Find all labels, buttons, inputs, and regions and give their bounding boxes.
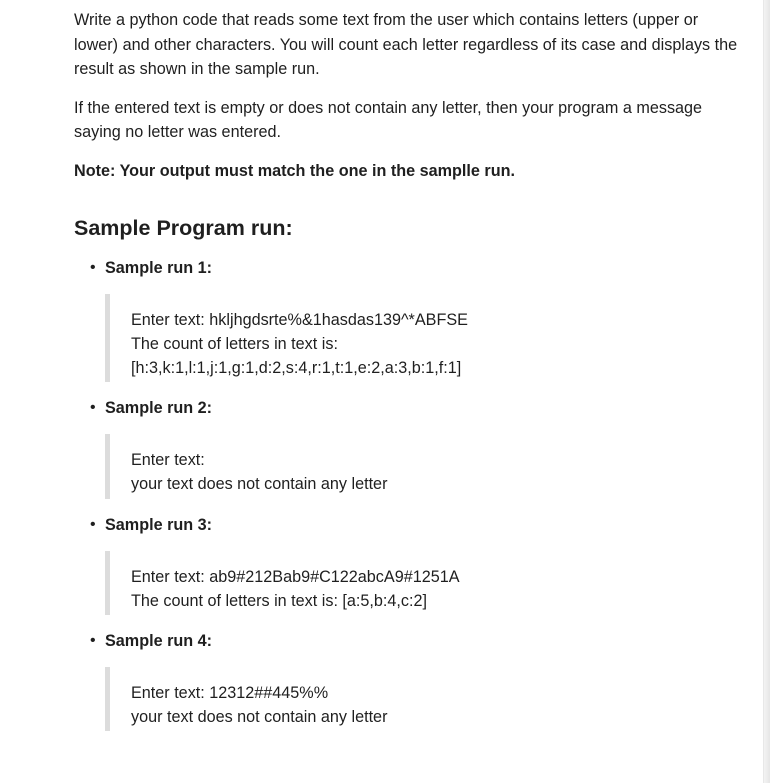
sample-run-title: Sample run 4:	[105, 631, 213, 650]
output-line: Enter text: hkljhgdsrte%&1hasdas139^*ABFSE	[131, 310, 468, 329]
sample-run-item	[74, 629, 744, 653]
output-line: The count of letters in text is:	[131, 334, 338, 353]
sample-run-item	[74, 513, 744, 537]
sample-run-item	[74, 396, 744, 420]
intro-paragraph-2: If the entered text is empty or does not contain any letter, then your program a message saying no letter was entered.	[74, 98, 703, 141]
sample-run-list	[74, 256, 744, 732]
output-line: Enter text:	[131, 451, 205, 470]
sample-run-title: Sample run 2:	[105, 399, 213, 418]
bullet-icon: •	[90, 399, 96, 417]
output-line: your text does not contain any letter	[131, 475, 388, 494]
output-line: your text does not contain any letter	[131, 708, 388, 727]
sample-run-output	[105, 551, 744, 615]
output-line: The count of letters in text is: [a:5,b:4,c:2]	[131, 591, 428, 610]
sample-run-item	[74, 256, 744, 280]
bullet-icon: •	[90, 258, 96, 276]
sample-run-output	[105, 434, 744, 498]
bullet-icon: •	[90, 631, 96, 649]
output-line: Enter text: ab9#212Bab9#C122abcA9#1251A	[131, 567, 460, 586]
intro-paragraph-1: Write a python code that reads some text from the user which contains letters (upper or lower) and other characters. You will count each letter regardless of its case and displays the result as shown in the sample run.	[74, 11, 738, 78]
sample-run-output	[105, 667, 744, 731]
sample-run-output	[105, 294, 744, 383]
sample-program-heading: Sample Program run:	[74, 215, 293, 240]
scrollbar-edge[interactable]	[763, 0, 770, 783]
note-text: Note: Your output must match the one in the samplle run.	[74, 161, 515, 180]
output-line: [h:3,k:1,l:1,j:1,g:1,d:2,s:4,r:1,t:1,e:2,a:3,b:1,f:1]	[131, 358, 462, 377]
output-line: Enter text: 12312##445%%	[131, 683, 329, 702]
sample-run-title: Sample run 1:	[105, 258, 213, 277]
bullet-icon: •	[90, 515, 96, 533]
problem-statement	[74, 8, 744, 731]
sample-run-title: Sample run 3:	[105, 515, 213, 534]
